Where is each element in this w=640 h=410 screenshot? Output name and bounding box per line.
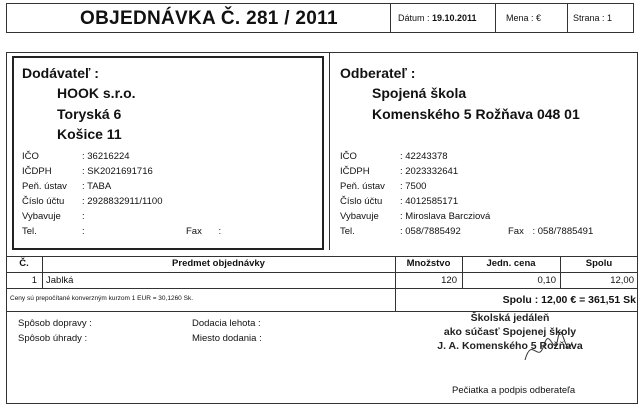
col-header-unit-price: Jedn. cena	[486, 258, 536, 269]
customer-address: Komenského 5 Rožňava 048 01	[372, 106, 580, 122]
customer-field-tel: Tel. : 058/7885492	[340, 226, 461, 237]
supplier-fax	[186, 224, 221, 239]
page-label: Strana :	[573, 13, 608, 23]
order-page	[573, 13, 633, 23]
customer-field-handler: Vybavuje : Miroslava Barcziová	[340, 211, 491, 222]
supplier-name: HOOK s.r.o.	[57, 85, 136, 101]
signature-caption: Pečiatka a podpis odberateľa	[452, 385, 576, 396]
date-label: Dátum :	[398, 13, 433, 23]
currency-value: €	[536, 13, 542, 23]
row-qty: 120	[441, 275, 457, 286]
total-value: 12,00 € = 361,51 Sk	[541, 294, 636, 306]
col-header-total: Spolu	[585, 258, 613, 269]
transport-method-label: Spôsob dopravy :	[18, 318, 92, 329]
supplier-fax-label: Fax	[186, 226, 202, 237]
customer-field-account: Číslo účtu : 4012585171	[340, 196, 459, 207]
header-divider-3	[567, 3, 568, 33]
supplier-fields	[22, 149, 312, 239]
row-item: Jablká	[46, 275, 74, 286]
customer-field-ico: IČO : 42243378	[340, 151, 448, 162]
order-date	[398, 13, 493, 23]
school-stamp	[410, 311, 610, 353]
payment-method-label: Spôsob úhrady :	[18, 333, 88, 344]
col-header-qty: Množstvo	[406, 258, 451, 269]
table-header-line	[6, 272, 638, 273]
supplier-field-account: Číslo účtu : 2928832911/1100	[22, 196, 163, 207]
stamp-line-2: ako súčasť Spojenej školy	[443, 326, 577, 338]
footer-left	[18, 316, 92, 346]
row-total: 12,00	[610, 275, 634, 286]
customer-heading: Odberateľ :	[340, 65, 416, 81]
customer-fax	[508, 224, 593, 239]
customer-field-icdph: IČDPH : 2023332641	[340, 166, 459, 177]
delivery-place-label: Miesto dodania :	[192, 333, 262, 344]
supplier-field-icdph: IČDPH : SK2021691716	[22, 166, 153, 177]
stamp-line-1: Školská jedáleň	[470, 312, 550, 324]
col-header-no: Č.	[19, 258, 29, 269]
signature-scribble	[520, 330, 580, 370]
customer-name: Spojená škola	[372, 85, 467, 101]
currency-label: Mena :	[506, 13, 537, 23]
supplier-fax-value: :	[218, 226, 222, 237]
supplier-field-tel: Tel. :	[22, 226, 85, 237]
header-divider-1	[390, 3, 391, 33]
supplier-field-bank: Peň. ústav : TABA	[22, 181, 112, 192]
supplier-field-handler: Vybavuje :	[22, 211, 85, 222]
customer-fax-value: : 058/7885491	[532, 226, 594, 237]
row-unit-price: 0,10	[537, 275, 556, 286]
delivery-date-label: Dodacia lehota :	[192, 318, 261, 329]
row-no: 1	[31, 275, 37, 286]
order-currency	[506, 13, 566, 23]
order-title: OBJEDNÁVKA Č. 281 / 2011	[80, 8, 338, 29]
customer-divider	[329, 52, 330, 250]
customer-field-bank: Peň. ústav : 7500	[340, 181, 427, 192]
supplier-field-ico: IČO : 36216224	[22, 151, 130, 162]
header-divider-2	[495, 3, 496, 33]
order-total	[420, 294, 636, 306]
table-top-line	[6, 256, 638, 257]
conversion-note: Ceny sú prepočítané konverzným kurzom 1 EUR = 30,1260 Sk.	[10, 295, 193, 302]
footer-middle	[192, 316, 262, 346]
date-value: 19.10.2011	[432, 13, 477, 23]
stamp-line-3: J. A. Komenského 5 Rožňava	[437, 340, 583, 352]
supplier-street: Toryská 6	[57, 106, 122, 122]
supplier-heading: Dodávateľ :	[22, 65, 99, 81]
col-header-item: Predmet objednávky	[172, 258, 265, 269]
table-row-line	[6, 288, 638, 289]
page-value: 1	[607, 13, 613, 23]
customer-fax-label: Fax	[508, 226, 524, 237]
total-label: Spolu :	[502, 294, 542, 306]
supplier-city: Košice 11	[57, 126, 122, 142]
